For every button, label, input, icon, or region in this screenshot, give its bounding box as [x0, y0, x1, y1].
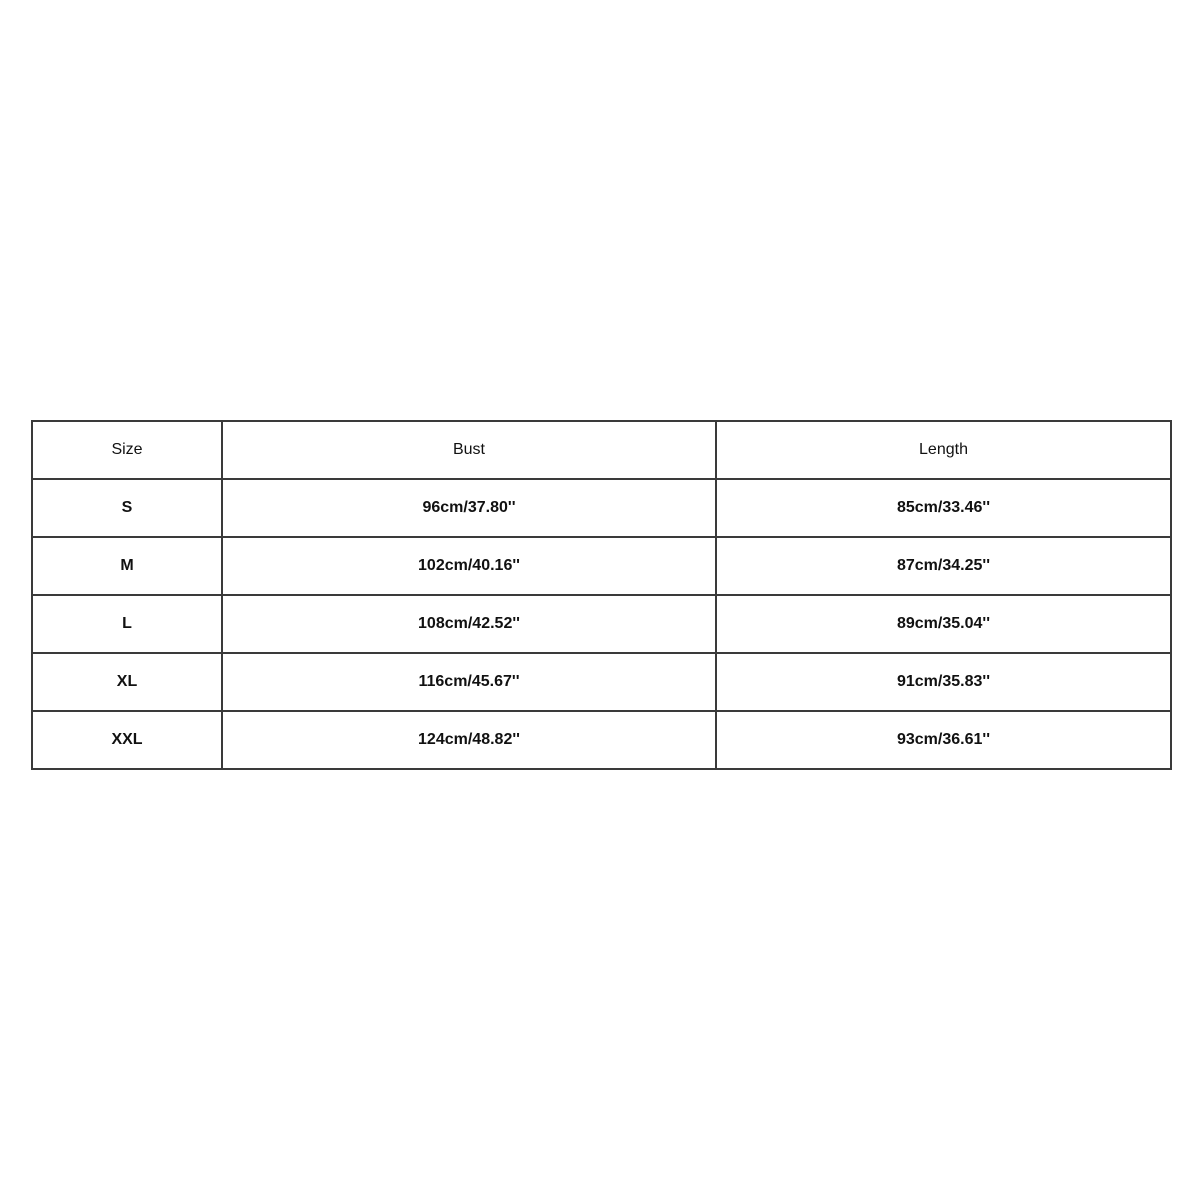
table-header-row [32, 421, 1171, 479]
table-row [32, 537, 1171, 595]
length-cell: 89cm/35.04'' [716, 595, 1171, 653]
column-header-size: Size [32, 421, 222, 479]
length-cell: 91cm/35.83'' [716, 653, 1171, 711]
size-cell: L [32, 595, 222, 653]
bust-cell: 116cm/45.67'' [222, 653, 716, 711]
table-row [32, 479, 1171, 537]
table-row [32, 711, 1171, 769]
column-header-bust: Bust [222, 421, 716, 479]
table-row [32, 653, 1171, 711]
column-header-length: Length [716, 421, 1171, 479]
bust-cell: 96cm/37.80'' [222, 479, 716, 537]
size-cell: XXL [32, 711, 222, 769]
bust-cell: 124cm/48.82'' [222, 711, 716, 769]
length-cell: 87cm/34.25'' [716, 537, 1171, 595]
length-cell: 93cm/36.61'' [716, 711, 1171, 769]
length-cell: 85cm/33.46'' [716, 479, 1171, 537]
bust-cell: 108cm/42.52'' [222, 595, 716, 653]
size-cell: S [32, 479, 222, 537]
size-chart-table [31, 420, 1172, 770]
table-row [32, 595, 1171, 653]
bust-cell: 102cm/40.16'' [222, 537, 716, 595]
size-cell: XL [32, 653, 222, 711]
size-cell: M [32, 537, 222, 595]
